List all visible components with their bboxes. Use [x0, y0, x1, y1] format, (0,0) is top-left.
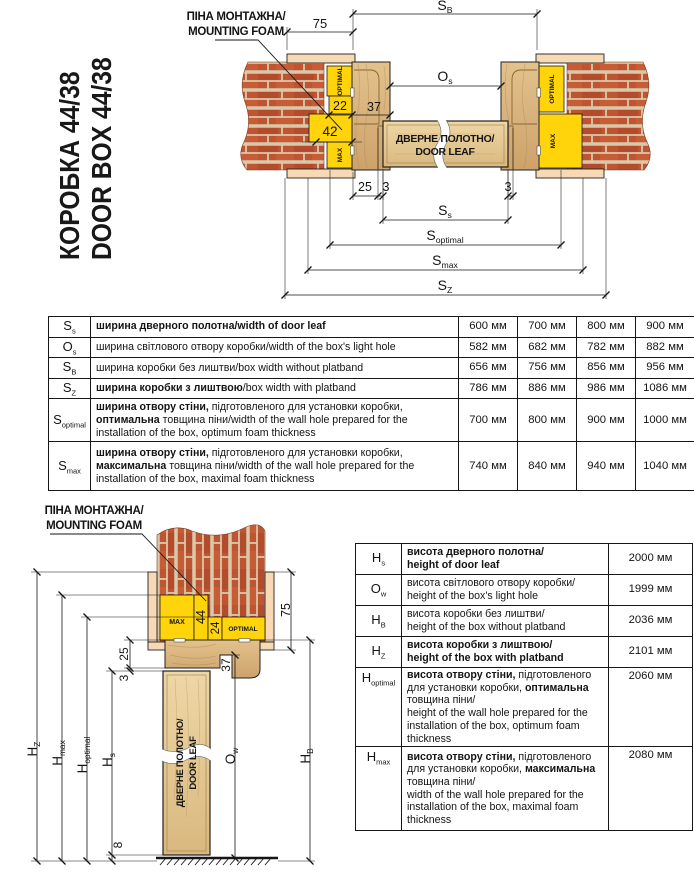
dim-hb-label: $H_B$ — [298, 748, 315, 764]
dim-value-hb: 2036 мм — [609, 606, 693, 637]
dim-value-os-0: 582 мм — [459, 337, 518, 358]
dim-value-hz: 2101 мм — [609, 637, 693, 668]
floor-line — [156, 858, 278, 865]
dim-value-hs: 2000 мм — [609, 544, 693, 575]
dim-symbol-ss: $S_s$ — [49, 317, 91, 338]
dim-description-os: ширина світлового отвору коробки/width of the box's light hole — [91, 337, 459, 358]
dim-sz-label: $S_Z$ — [437, 277, 453, 295]
foam-callout-line1: ПІНА МОНТАЖНА/ — [186, 11, 286, 23]
width-table-row-smax — [49, 442, 694, 491]
height-dimensions-table — [355, 543, 693, 831]
dim-ow-label: $O_w$ — [223, 747, 240, 765]
dim-symbol-os: $O_s$ — [49, 337, 91, 358]
dim-75-label-bottom: 75 — [279, 603, 293, 617]
foam-optimal-label-right: OPTIMAL — [549, 74, 556, 104]
dim-value-soptimal-2: 900 мм — [577, 399, 636, 442]
dim-hmax-label: $H_{max}$ — [50, 740, 67, 766]
dim-description-hb: висота коробки без лиштви/ height of the box without platband — [402, 606, 609, 637]
dim-8-label: 8 — [111, 841, 125, 849]
dim-value-sb-3: 956 мм — [636, 358, 694, 379]
foam-optimal-label-left: OPTIMAL — [337, 66, 344, 96]
dim-value-sz-0: 786 мм — [459, 378, 518, 399]
dim-value-smax-3: 1040 мм — [636, 442, 694, 491]
height-table-row-hs — [356, 544, 693, 575]
height-table-row-hb — [356, 606, 693, 637]
height-table-row-ow — [356, 575, 693, 606]
dim-value-sb-2: 856 мм — [577, 358, 636, 379]
product-title-line1: КОРОБКА 44/38 — [54, 71, 85, 261]
height-table-row-hz — [356, 637, 693, 668]
dim-os-label: $O_s$ — [437, 68, 453, 86]
dim-symbol-soptimal: $S_{optimal}$ — [49, 399, 91, 442]
dim-value-hmax: 2080 мм — [609, 747, 693, 831]
dim-description-ow: висота світлового отвору коробки/ height of the box's light hole — [402, 575, 609, 606]
dim-value-sb-1: 756 мм — [518, 358, 577, 379]
foam-callout-bottom-line1: ПІНА МОНТАЖНА/ — [44, 505, 144, 517]
foam-max-label: MAX — [169, 619, 185, 626]
height-table-row-hoptimal — [356, 668, 693, 747]
width-table-row-sb — [49, 358, 694, 379]
door-leaf-vertical — [162, 671, 211, 855]
foam-max-label-left: MAX — [337, 147, 344, 163]
dim-value-soptimal-1: 800 мм — [518, 399, 577, 442]
dim-value-os-2: 782 мм — [577, 337, 636, 358]
product-title — [54, 57, 118, 261]
dim-value-smax-1: 840 мм — [518, 442, 577, 491]
dim-37-label: 37 — [367, 100, 381, 114]
dim-3-left-label: 3 — [382, 180, 390, 194]
dim-42-label: 42 — [322, 124, 338, 139]
dim-value-sz-2: 986 мм — [577, 378, 636, 399]
dim-value-smax-0: 740 мм — [459, 442, 518, 491]
top-technical-drawing — [150, 0, 694, 310]
width-table-body — [49, 317, 694, 491]
dim-24-label: 24 — [210, 621, 222, 635]
dim-description-sb: ширина коробки без лиштви/box width without platband — [91, 358, 459, 379]
dim-value-sz-1: 886 мм — [518, 378, 577, 399]
dim-symbol-hb: $H_B$ — [356, 606, 402, 637]
door-leaf-v-label-line1: ДВЕРНЕ ПОЛОТНО/ — [175, 718, 186, 808]
dim-description-smax: ширина отвору стіни, підготовленого для установки коробки, максимальна товщина піни/width of the wall hole prepared for the installation of the box, maximal foam thickness — [91, 442, 459, 491]
dim-smax-label: $S_{max}$ — [432, 252, 458, 270]
height-table-row-hmax — [356, 747, 693, 831]
dim-value-smax-2: 940 мм — [577, 442, 636, 491]
dim-25-label-bottom: 25 — [117, 647, 131, 661]
dim-value-ow: 1999 мм — [609, 575, 693, 606]
dim-ss-label: $S_s$ — [438, 202, 452, 220]
dim-value-os-1: 682 мм — [518, 337, 577, 358]
dim-symbol-smax: $S_{max}$ — [49, 442, 91, 491]
product-title-line2: DOOR BOX 44/38 — [85, 57, 117, 261]
width-table-row-soptimal — [49, 399, 694, 442]
dim-3-label-bottom: 3 — [117, 674, 131, 682]
dim-value-os-3: 882 мм — [636, 337, 694, 358]
foam-callout-bottom-line2: MOUNTING FOAM — [46, 520, 142, 532]
dim-symbol-hs: $H_s$ — [356, 544, 402, 575]
dim-symbol-ow: $O_w$ — [356, 575, 402, 606]
width-table-row-ss — [49, 317, 694, 338]
dim-value-soptimal-0: 700 мм — [459, 399, 518, 442]
dim-symbol-hmax: $H_{max}$ — [356, 747, 402, 831]
dim-hz-label: $H_Z$ — [25, 741, 42, 757]
dim-value-ss-1: 700 мм — [518, 317, 577, 338]
dim-value-sz-3: 1086 мм — [636, 378, 694, 399]
door-leaf-label-line2: DOOR LEAF — [415, 146, 475, 158]
dim-hs-label: $H_s$ — [100, 753, 117, 767]
width-dimensions-table — [48, 316, 694, 491]
dim-3-right-label: 3 — [504, 180, 512, 194]
dim-22-label: 22 — [333, 99, 347, 113]
foam-optimal-label: OPTIMAL — [228, 626, 258, 633]
dim-symbol-sb: $S_B$ — [49, 358, 91, 379]
dim-description-hmax: висота отвору стіни, підготовленого для установки коробки, максимальна товщина піни/ width of the wall hole prepared for the installation of the box, maximal foam thickness — [402, 747, 609, 831]
dim-description-soptimal: ширина отвору стіни, підготовленого для установки коробки, оптимальна товщина піни/width of the wall hole prepared for the installation of the box, optimum foam thickness — [91, 399, 459, 442]
dim-symbol-hoptimal: $H_{optimal}$ — [356, 668, 402, 747]
dim-description-hoptimal: висота отвору стіни, підготовленого для установки коробки, оптимальна товщина піни/ height of the wall hole prepared for the installation of the box, optimum foam thickness — [402, 668, 609, 747]
dim-value-hoptimal: 2060 мм — [609, 668, 693, 747]
dim-value-soptimal-3: 1000 мм — [636, 399, 694, 442]
dim-description-hz: висота коробки з лиштвою/ height of the box with platband — [402, 637, 609, 668]
dim-value-sb-0: 656 мм — [459, 358, 518, 379]
dim-soptimal-label: $S_{optimal}$ — [426, 227, 464, 245]
dim-symbol-sz: $S_Z$ — [49, 378, 91, 399]
dim-value-ss-0: 600 мм — [459, 317, 518, 338]
dim-value-ss-2: 800 мм — [577, 317, 636, 338]
dim-description-sz: ширина коробки з лиштвою/box width with platband — [91, 378, 459, 399]
height-table-body — [356, 544, 693, 831]
door-leaf-v-label-line2: DOOR LEAF — [188, 736, 199, 790]
width-table-row-sz — [49, 378, 694, 399]
dim-description-ss: ширина дверного полотна/width of door leaf — [91, 317, 459, 338]
width-table-row-os — [49, 337, 694, 358]
dim-sb-label: $S_B$ — [437, 0, 453, 15]
foam-max-label-right: MAX — [550, 133, 557, 149]
dim-37-label-bottom: 37 — [219, 658, 233, 672]
dim-75-label: 75 — [312, 16, 328, 31]
foam-callout-line2: MOUNTING FOAM — [188, 26, 284, 38]
dim-hoptimal-label: $H_{optimal}$ — [75, 736, 92, 774]
dim-description-hs: висота дверного полотна/ height of door leaf — [402, 544, 609, 575]
bottom-technical-drawing — [14, 497, 350, 878]
dim-25-label: 25 — [358, 180, 372, 194]
dim-value-ss-3: 900 мм — [636, 317, 694, 338]
dim-symbol-hz: $H_Z$ — [356, 637, 402, 668]
door-leaf-label-line1: ДВЕРНЕ ПОЛОТНО/ — [395, 133, 495, 145]
